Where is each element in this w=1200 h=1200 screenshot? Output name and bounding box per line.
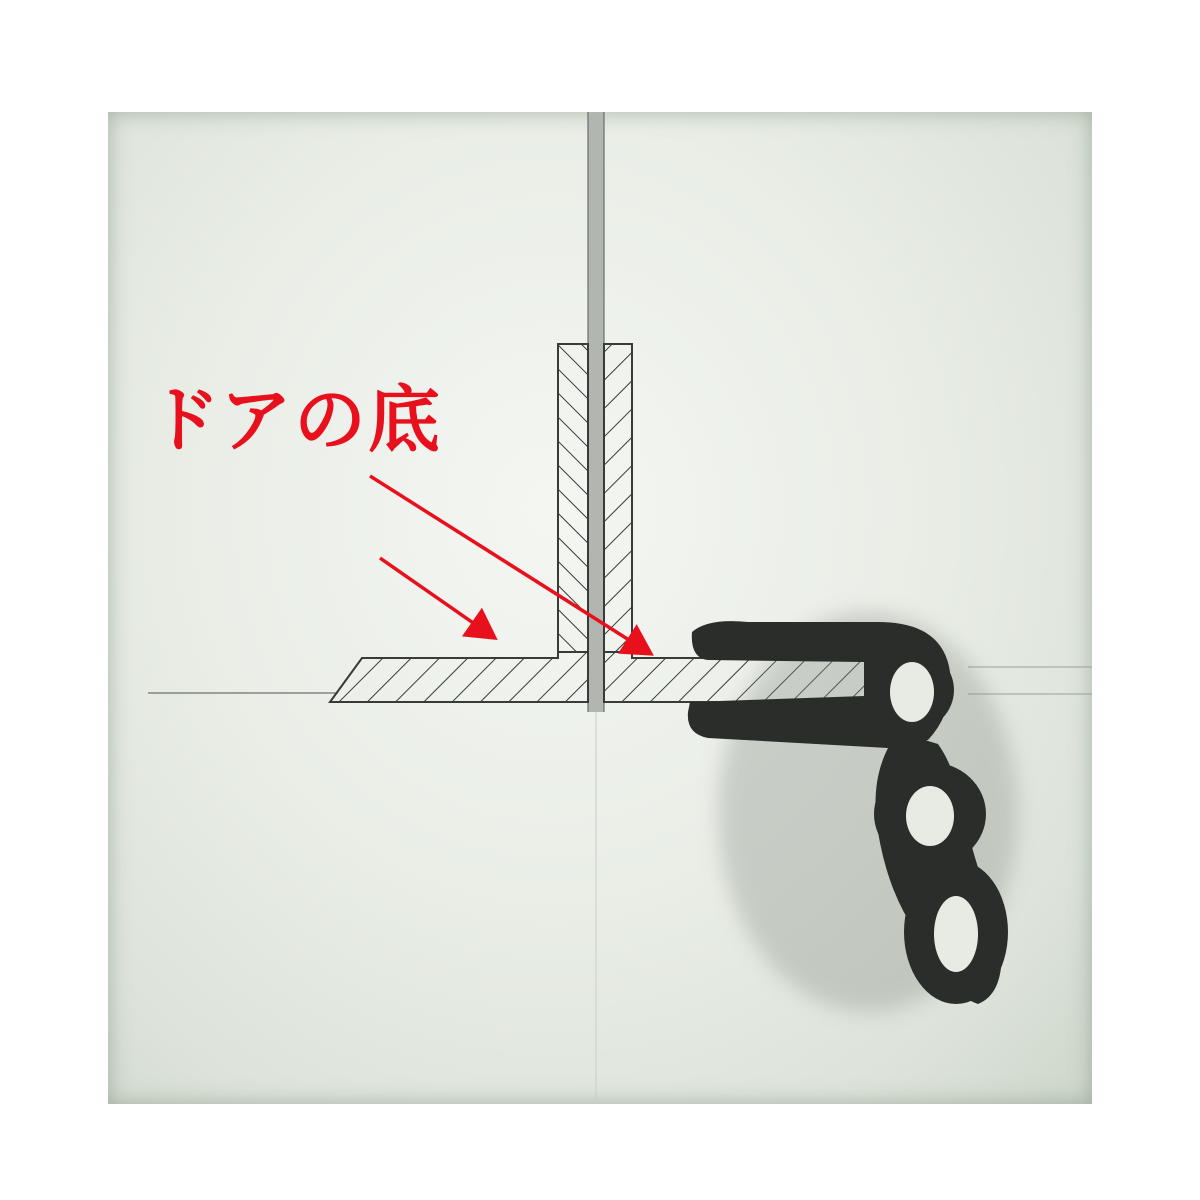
arrow-to-base — [380, 558, 492, 636]
door-bottom-label: ドアの底 — [148, 377, 442, 462]
photo — [108, 112, 1092, 1104]
sketch-with-seal — [108, 112, 1092, 1104]
